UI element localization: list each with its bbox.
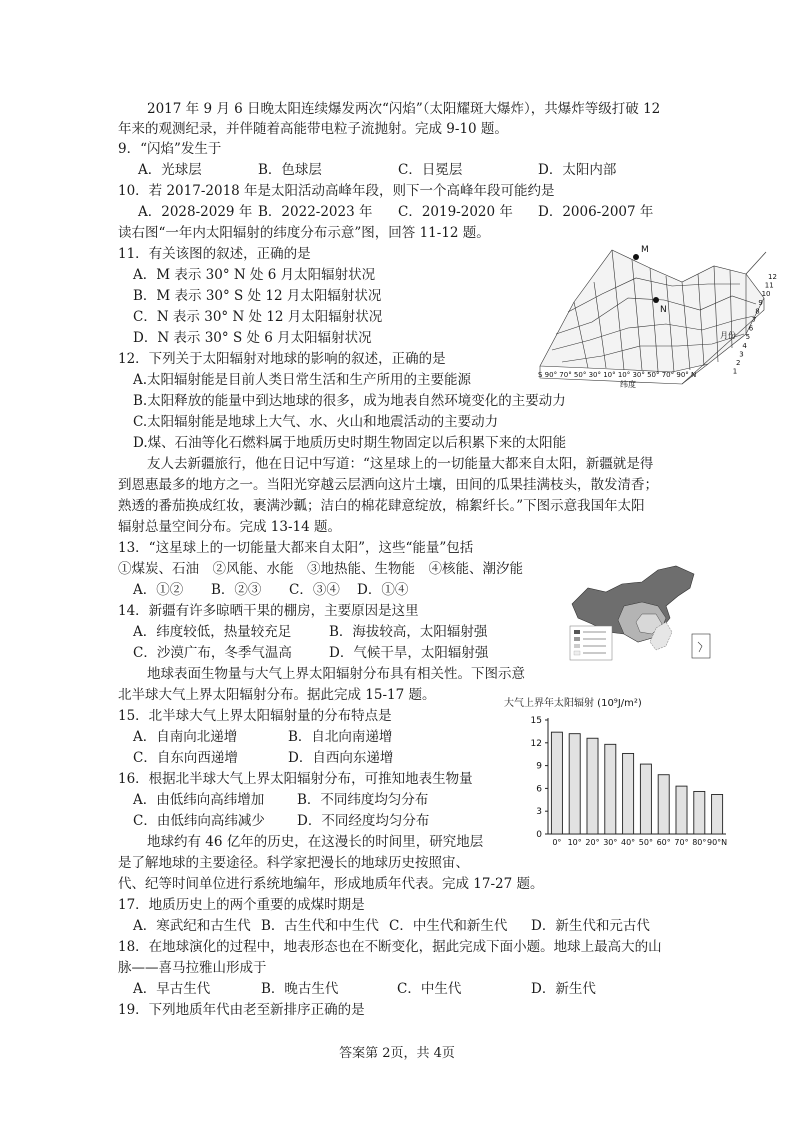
option-a[interactable]: A．自南向北递增 xyxy=(133,729,238,745)
x-tick-label: 20° xyxy=(585,838,600,847)
intro-line-2: 年来的观测纪录，并伴随着高能带电粒子流抛射。完成 9-10 题。 xyxy=(118,121,508,137)
intro-line-1: 2017 年 9 月 6 日晚太阳连续爆发两次“闪焰”（太阳耀斑大爆炸），共爆炸等级打破 12 xyxy=(147,101,661,117)
x-tick-label: 30° xyxy=(603,838,618,847)
intro-line-4: 友人去新疆旅行，他在日记中写道：“这星球上的一切能量大都来自太阳，新疆就是得 xyxy=(147,456,654,472)
option-b[interactable]: B．不同纬度均匀分布 xyxy=(297,792,429,808)
question-14: 14．新疆有许多晾晒干果的棚房，主要原因是这里 xyxy=(118,603,419,619)
bar-2 xyxy=(587,738,598,834)
month-tick-1: 1 xyxy=(732,367,738,376)
option-a[interactable]: A．光球层 xyxy=(138,162,202,178)
option-d[interactable]: D．不同经度均匀分布 xyxy=(297,813,430,829)
point-n-label: N xyxy=(660,305,667,315)
question-16-options-row1 xyxy=(133,791,428,809)
month-tick-5: 5 xyxy=(745,333,751,342)
bar-9 xyxy=(712,794,723,834)
x-tick-label: 40° xyxy=(621,838,636,847)
option-d[interactable]: D．N 表示 30° S 处 6 月太阳辐射状况 xyxy=(133,330,372,346)
option-c[interactable]: C．2019-2020 年 xyxy=(398,204,513,220)
y-tick-label: 6 xyxy=(536,784,542,795)
option-a[interactable]: A．纬度较低，热量较充足 xyxy=(133,624,292,640)
question-10: 10．若 2017-2018 年是太阳活动高峰年段，则下一个高峰年段可能约是 xyxy=(118,183,555,199)
option-c[interactable]: C.太阳辐射能是地球上大气、水、火山和地震活动的主要动力 xyxy=(133,414,499,430)
y-tick-label: 12 xyxy=(530,738,542,749)
question-9-options xyxy=(138,161,616,179)
x-tick-label: 50° xyxy=(638,838,653,847)
intro-line-7: 辐射总量空间分布。完成 13-14 题。 xyxy=(118,519,342,535)
option-c[interactable]: C．中生代和新生代 xyxy=(389,918,508,934)
option-a[interactable]: A．寒武纪和古生代 xyxy=(133,918,251,934)
option-b[interactable]: B.太阳释放的能量中到达地球的很多，成为地表自然环境变化的主要动力 xyxy=(133,393,566,409)
option-c[interactable]: C．③④ xyxy=(289,582,340,598)
point-m-marker xyxy=(633,254,639,260)
x-tick-label: 0° xyxy=(552,838,562,847)
x-tick-label: 10° xyxy=(567,838,582,847)
option-b[interactable]: B．2022-2023 年 xyxy=(258,204,373,220)
china-radiation-map xyxy=(566,562,722,666)
month-tick-8: 8 xyxy=(755,307,760,316)
x-tick-label: 60° xyxy=(656,838,671,847)
intro-line-10: 地球约有 46 亿年的历史，在这漫长的时间里，研究地层 xyxy=(147,834,484,850)
page-footer: 答案第 2页，共 4页 xyxy=(339,1046,455,1061)
month-tick-7: 7 xyxy=(752,316,757,324)
option-a[interactable]: A.太阳辐射能是目前人类日常生活和生产所用的主要能源 xyxy=(133,372,472,388)
option-b[interactable]: B．自北向南递增 xyxy=(288,729,393,745)
question-15-options-row2 xyxy=(133,749,393,767)
question-14-options-row1 xyxy=(133,623,487,641)
option-d[interactable]: D．①④ xyxy=(357,582,409,598)
option-a[interactable]: A．①② xyxy=(133,582,184,598)
question-15: 15．北半球大气上界太阳辐射量的分布特点是 xyxy=(118,708,392,724)
option-a[interactable]: A．由低纬向高纬增加 xyxy=(133,792,265,808)
option-b[interactable]: B．②③ xyxy=(211,582,262,598)
bar-8 xyxy=(694,791,705,834)
surface-mesh xyxy=(540,250,764,384)
intro-line-8: 地球表面生物量与大气上界太阳辐射分布具有相关性。下图示意 xyxy=(147,666,525,682)
y-tick-label: 3 xyxy=(536,807,542,818)
latitude-axis-title: 纬度 xyxy=(620,380,636,389)
intro-line-12: 代、纪等时间单位进行系统地编年，形成地质年代表。完成 17-27 题。 xyxy=(118,876,544,892)
option-c[interactable]: C．日冕层 xyxy=(398,162,463,178)
question-18-options xyxy=(133,980,596,998)
question-13: 13．“这星球上的一切能量大都来自太阳”，这些“能量”包括 xyxy=(118,540,474,556)
option-d[interactable]: D．新生代和元古代 xyxy=(531,918,650,934)
latitude-axis-labels: S 90° 70° 50° 30° 10° 10° 30° 50° 70° 90° N xyxy=(538,371,697,379)
option-d[interactable]: D．2006-2007 年 xyxy=(538,204,654,220)
bar-1 xyxy=(569,734,580,834)
option-b[interactable]: B．晚古生代 xyxy=(261,981,339,997)
intro-line-3: 读右图“一年内太阳辐射的纬度分布示意”图，回答 11-12 题。 xyxy=(118,225,490,241)
option-d[interactable]: D.煤、石油等化石燃料属于地质历史时期生物固定以后积累下来的太阳能 xyxy=(133,435,567,451)
month-tick-2: 2 xyxy=(736,359,741,367)
option-c[interactable]: C．由低纬向高纬减少 xyxy=(133,813,265,829)
x-tick-label: 90°N xyxy=(707,838,728,847)
x-tick-label: 70° xyxy=(674,838,689,847)
question-19: 19．下列地质年代由老至新排序正确的是 xyxy=(118,1002,365,1018)
option-d[interactable]: D．自西向东递增 xyxy=(288,750,394,766)
question-9: 9．“闪焰”发生于 xyxy=(118,141,222,157)
y-tick-label: 0 xyxy=(536,830,542,840)
chart-title: 大气上界年太阳辐射 (10⁹J/m²) xyxy=(504,698,642,709)
question-13-options xyxy=(133,581,408,599)
option-a[interactable]: A．2028-2029 年 xyxy=(138,204,253,220)
question-16: 16．根据北半球大气上界太阳辐射分布，可推知地表生物量 xyxy=(118,771,473,787)
bar-4 xyxy=(623,753,634,834)
month-tick-9: 9 xyxy=(758,298,763,307)
month-tick-11: 11 xyxy=(764,281,774,290)
month-axis-title: 月份 xyxy=(720,331,736,340)
option-a[interactable]: A．早古生代 xyxy=(133,981,211,997)
option-d[interactable]: D．气候干旱，太阳辐射强 xyxy=(329,645,489,661)
option-b[interactable]: B．古生代和中生代 xyxy=(261,918,379,934)
question-11: 11．有关该图的叙述，正确的是 xyxy=(118,246,311,262)
y-tick-label: 9 xyxy=(536,761,542,772)
month-tick-3: 3 xyxy=(739,350,744,359)
radiation-3d-surface xyxy=(532,238,784,390)
option-b[interactable]: B．M 表示 30° S 处 12 月太阳辐射状况 xyxy=(133,288,382,304)
option-a[interactable]: A．M 表示 30° N 处 6 月太阳辐射状况 xyxy=(133,267,376,283)
bar-0 xyxy=(551,732,562,834)
question-17-options xyxy=(133,917,650,935)
bar-3 xyxy=(605,744,616,834)
question-12: 12．下列关于太阳辐射对地球的影响的叙述，正确的是 xyxy=(118,351,446,367)
point-m-label: M xyxy=(641,245,649,255)
question-16-options-row2 xyxy=(133,812,429,830)
option-c[interactable]: C．沙漠广布，冬季气温高 xyxy=(133,645,292,661)
bar-7 xyxy=(676,786,687,834)
question-18-line-2: 脉——喜马拉雅山形成于 xyxy=(118,960,267,976)
point-n-marker xyxy=(653,297,659,303)
option-c[interactable]: C．自东向西递增 xyxy=(133,750,238,766)
question-15-options-row1 xyxy=(133,728,392,746)
x-tick-label: 80° xyxy=(692,838,707,847)
intro-line-5: 到恩惠最多的地方之一。当阳光穿越云层洒向这片土壤，田间的瓜果挂满枝头，散发清香； xyxy=(118,477,658,493)
month-tick-6: 6 xyxy=(748,324,754,333)
option-b[interactable]: B．色球层 xyxy=(258,162,322,178)
intro-line-6: 熟透的番茄换成红妆，裹满沙瓤；洁白的棉花肆意绽放，棉絮纤长。”下图示意我国年太阳 xyxy=(118,498,645,514)
option-c[interactable]: C．N 表示 30° N 处 12 月太阳辐射状况 xyxy=(133,309,383,325)
option-c[interactable]: C．中生代 xyxy=(397,981,462,997)
option-d[interactable]: D．太阳内部 xyxy=(538,162,617,178)
radiation-3d-figure xyxy=(532,238,784,390)
radiation-bar-chart xyxy=(500,694,736,854)
question-10-options xyxy=(138,203,653,221)
bar-chart-svg xyxy=(500,694,736,854)
option-b[interactable]: B．海拔较高，太阳辐射强 xyxy=(329,624,488,640)
question-18-line-1: 18．在地球演化的过程中，地表形态也在不断变化，据此完成下面小题。地球上最高大的山 xyxy=(118,939,662,955)
y-tick-label: 15 xyxy=(530,716,542,726)
bar-6 xyxy=(658,775,669,834)
question-14-options-row2 xyxy=(133,644,488,662)
question-17: 17．地质历史上的两个重要的成煤时期是 xyxy=(118,897,365,913)
option-d[interactable]: D．新生代 xyxy=(531,981,596,997)
month-axis xyxy=(746,252,766,274)
map-inset-box xyxy=(692,634,710,658)
month-tick-10: 10 xyxy=(761,290,771,299)
month-tick-4: 4 xyxy=(742,341,747,350)
intro-line-9: 北半球大气上界太阳辐射分布。据此完成 15-17 题。 xyxy=(118,687,436,703)
month-tick-12: 12 xyxy=(768,273,777,281)
intro-line-11: 是了解地球的主要途径。科学家把漫长的地球历史按照宙、 xyxy=(118,855,469,871)
bar-5 xyxy=(640,764,651,834)
question-13-statements: ①煤炭、石油 ②风能、水能 ③地热能、生物能 ④核能、潮汐能 xyxy=(118,561,523,577)
china-map-svg xyxy=(566,562,722,666)
